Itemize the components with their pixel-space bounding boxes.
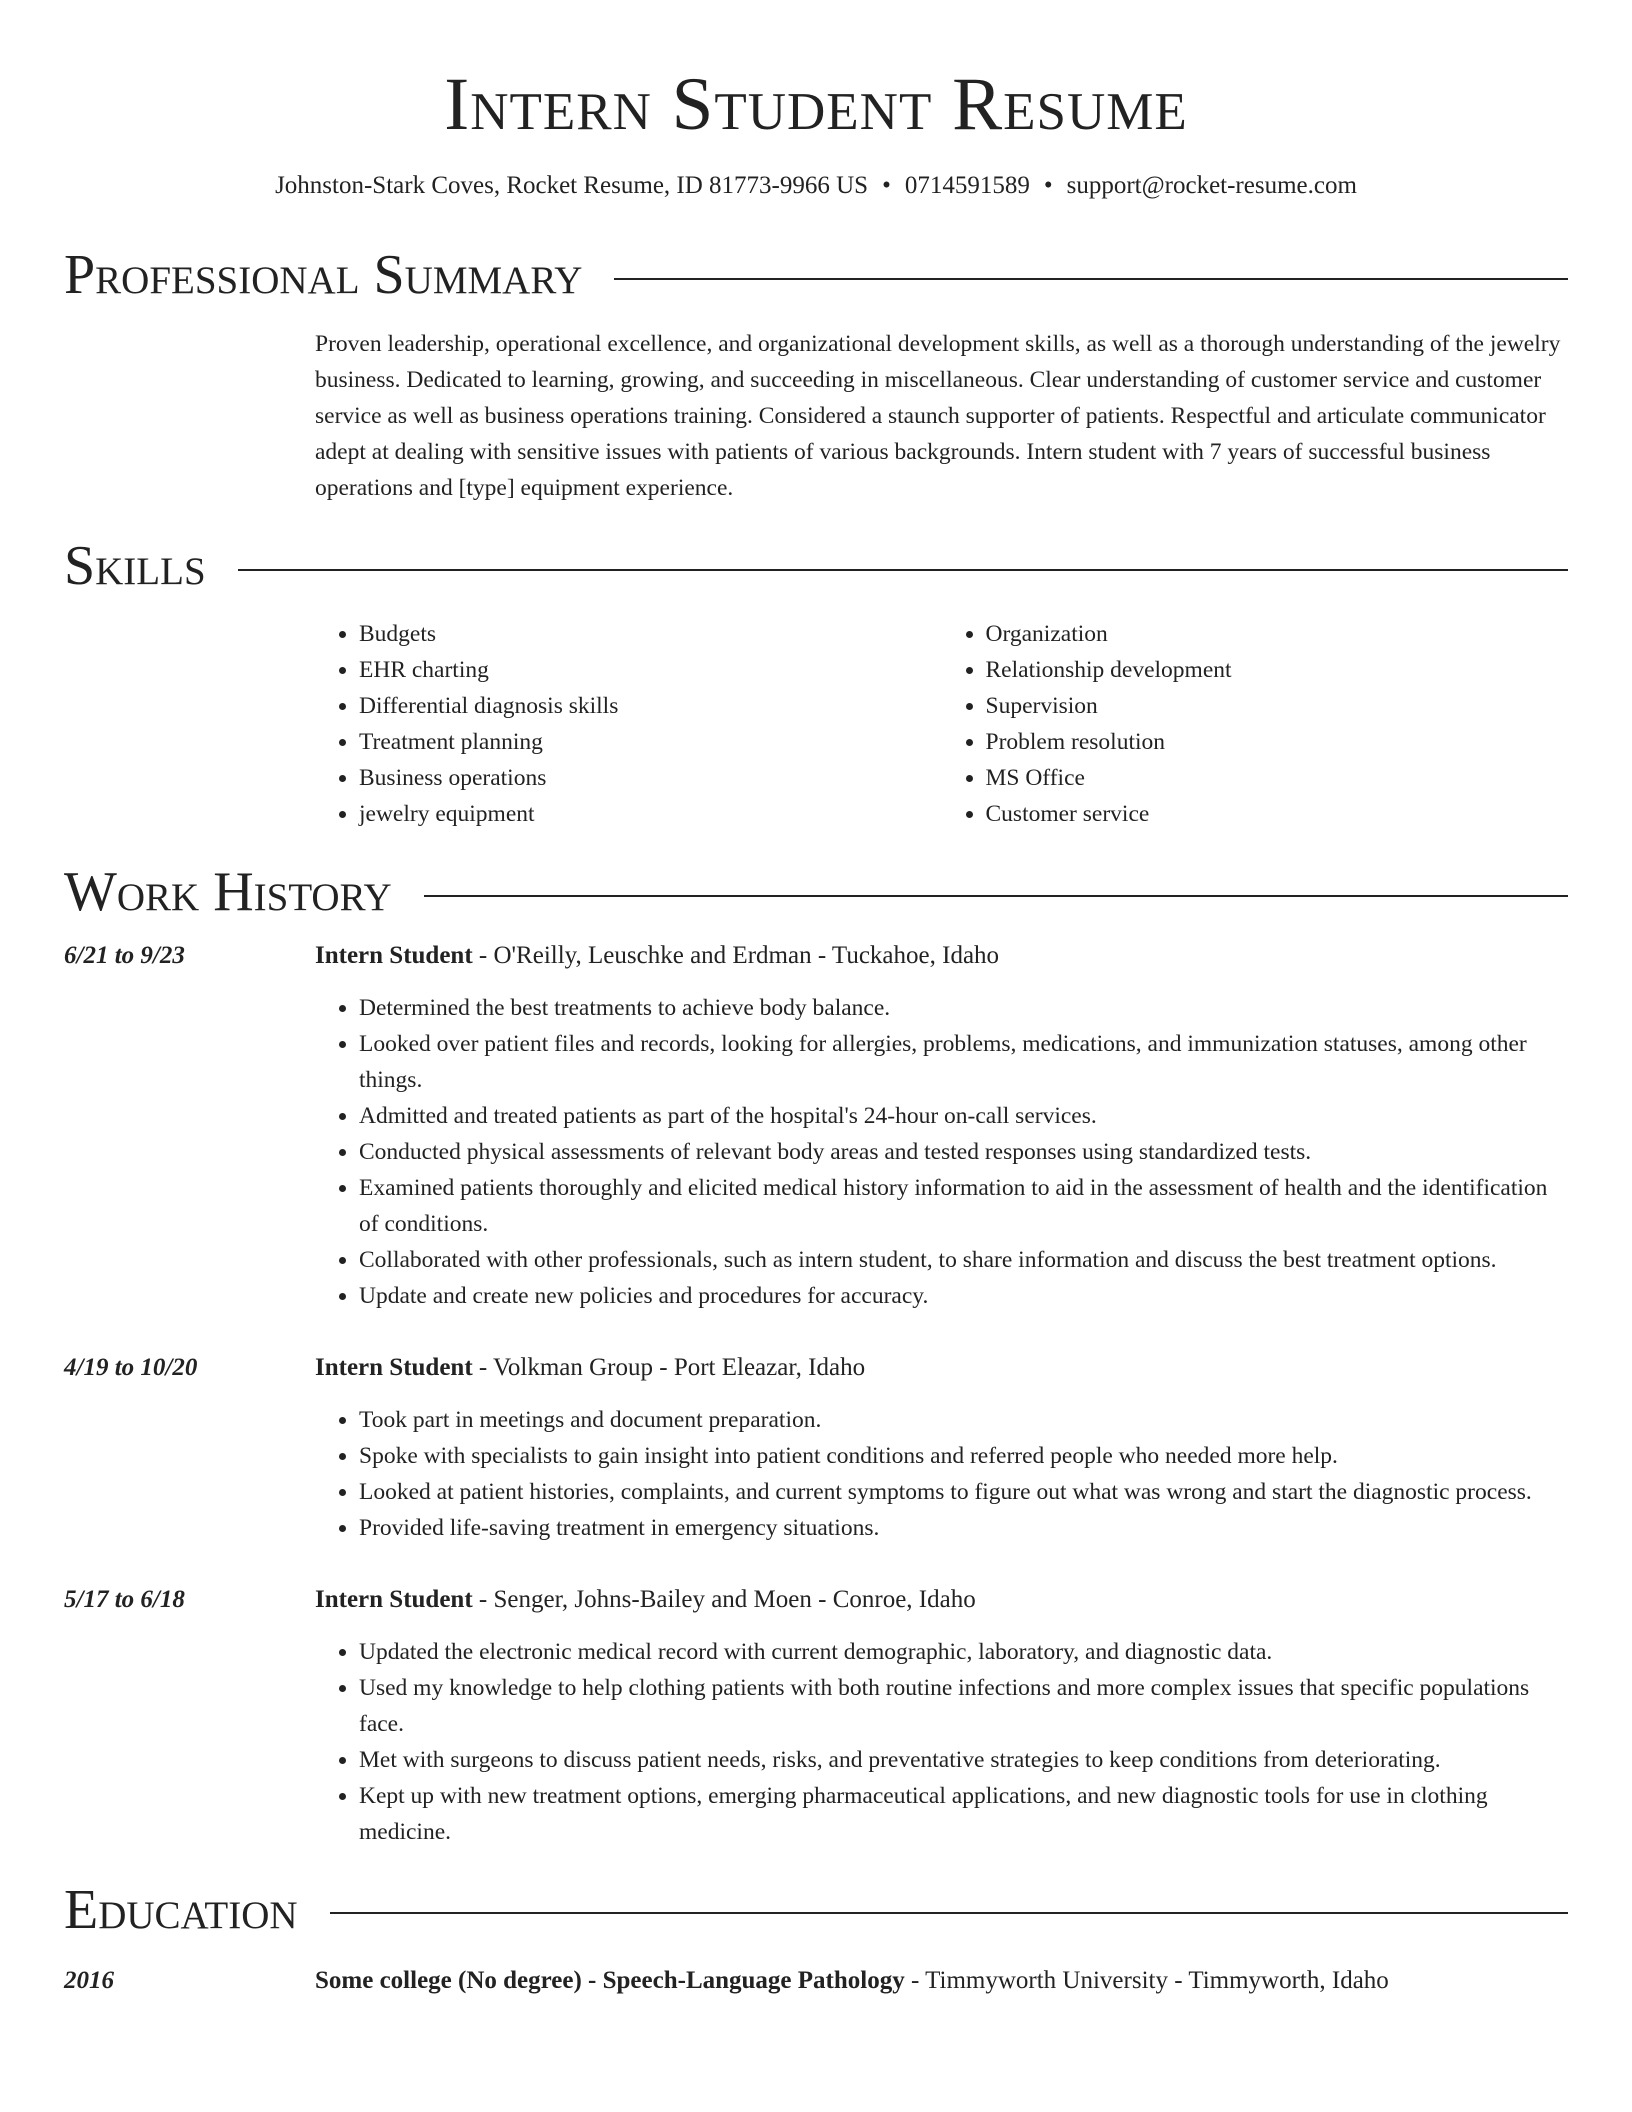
contact-address: Johnston-Stark Coves, Rocket Resume, ID 81773-9966 US — [275, 172, 869, 200]
job-company: - O'Reilly, Leuschke and Erdman - Tuckahoe, Idaho — [472, 941, 1000, 969]
skills-spacer — [64, 616, 315, 832]
job-entry — [64, 1350, 1568, 1546]
section-divider — [424, 895, 1568, 897]
section-divider — [238, 569, 1568, 571]
skill-item: • jewelry equipment — [359, 796, 942, 832]
summary-section — [64, 326, 1568, 506]
skill-item: • Treatment planning — [359, 724, 942, 760]
job-bullet: • Looked at patient histories, complaints, and current symptoms to figure out what was wrong and start the diagnostic process. — [359, 1474, 1568, 1510]
skill-item: • Differential diagnosis skills — [359, 688, 942, 724]
job-bullet: • Examined patients thoroughly and elicited medical history information to aid in the assessment of health and the identification of conditions. — [359, 1170, 1568, 1242]
skill-item: • EHR charting — [359, 652, 942, 688]
job-entry — [64, 1582, 1568, 1850]
job-dates: 4/19 to 10/20 — [64, 1353, 198, 1381]
skill-item: • Budgets — [359, 616, 942, 652]
summary-heading: Professional Summary — [64, 243, 583, 306]
contact-line — [64, 170, 1568, 203]
job-bullet: • Took part in meetings and document preparation. — [359, 1402, 1568, 1438]
job-role: Intern Student — [315, 1585, 473, 1613]
summary-spacer — [64, 326, 315, 506]
job-dates: 6/21 to 9/23 — [64, 941, 185, 969]
section-divider — [614, 278, 1568, 280]
skills-list-right — [942, 616, 1569, 832]
job-company: - Volkman Group - Port Eleazar, Idaho — [472, 1353, 866, 1381]
skill-item: • MS Office — [986, 760, 1569, 796]
job-company: - Senger, Johns-Bailey and Moen - Conroe, Idaho — [472, 1585, 976, 1613]
education-school: - Timmyworth University - Timmyworth, Idaho — [904, 1967, 1389, 1995]
job-bullet: • Provided life-saving treatment in emergency situations. — [359, 1510, 1568, 1546]
job-bullets — [315, 1402, 1568, 1546]
work-heading: Work History — [64, 860, 392, 923]
job-role: Intern Student — [315, 1353, 473, 1381]
job-bullet: • Met with surgeons to discuss patient needs, risks, and preventative strategies to keep conditions from deteriorating. — [359, 1742, 1568, 1778]
education-year: 2016 — [64, 1967, 114, 1995]
job-bullet: • Update and create new policies and procedures for accuracy. — [359, 1278, 1568, 1314]
job-bullet: • Conducted physical assessments of relevant body areas and tested responses using standardized tests. — [359, 1134, 1568, 1170]
contact-separator: • — [882, 172, 891, 200]
job-bullet: • Collaborated with other professionals, such as intern student, to share information and discuss the best treatment options. — [359, 1242, 1568, 1278]
job-bullets — [315, 990, 1568, 1314]
job-header — [315, 938, 1568, 974]
contact-separator: • — [1043, 172, 1053, 200]
job-bullet: • Updated the electronic medical record with current demographic, laboratory, and diagnostic data. — [359, 1634, 1568, 1670]
skills-list-left — [315, 616, 942, 832]
skill-item: • Customer service — [986, 796, 1569, 832]
education-heading: Education — [64, 1878, 298, 1941]
contact-phone: 0714591589 — [904, 172, 1030, 200]
education-section-header — [64, 1880, 1568, 1942]
resume-title: Intern Student Resume — [444, 63, 1188, 146]
summary-text: Proven leadership, operational excellence, and organizational development skills, as well as a thorough understanding of the jewelry business. Dedicated to learning, growing, and succeeding in miscellaneous. Clear understanding of customer service and customer service as well as business operations training. Considered a staunch supporter of patients. Respectful and articulate communicator adept at dealing with sensitive issues with patients of various backgrounds. Intern student with 7 years of successful business operations and [type] equipment experience. — [315, 331, 1561, 502]
skill-item: • Supervision — [986, 688, 1569, 724]
job-bullet: • Determined the best treatments to achieve body balance. — [359, 990, 1568, 1026]
work-section-header — [64, 862, 1568, 924]
job-entry — [64, 938, 1568, 1314]
skill-item: • Relationship development — [986, 652, 1569, 688]
skills-section-header — [64, 536, 1568, 598]
job-bullet: • Looked over patient files and records, looking for allergies, problems, medications, and immunization statuses, among other things. — [359, 1026, 1568, 1098]
skills-section — [64, 616, 1568, 832]
job-bullet: • Kept up with new treatment options, emerging pharmaceutical applications, and new diagnostic tools for use in clothing medicine. — [359, 1778, 1568, 1850]
education-entry — [64, 1963, 1568, 1999]
skill-item: • Business operations — [359, 760, 942, 796]
contact-email: support@rocket-resume.com — [1066, 172, 1357, 200]
job-bullets — [315, 1634, 1568, 1850]
skill-item: • Problem resolution — [986, 724, 1569, 760]
job-bullet: • Used my knowledge to help clothing patients with both routine infections and more complex issues that specific populations face. — [359, 1670, 1568, 1742]
job-bullet: • Spoke with specialists to gain insight into patient conditions and referred people who needed more help. — [359, 1438, 1568, 1474]
section-divider — [330, 1912, 1568, 1914]
skill-item: • Organization — [986, 616, 1569, 652]
job-role: Intern Student — [315, 941, 473, 969]
education-degree: Some college (No degree) - Speech-Language Pathology — [315, 1967, 905, 1995]
job-header — [315, 1582, 1568, 1618]
job-bullet: • Admitted and treated patients as part of the hospital's 24-hour on-call services. — [359, 1098, 1568, 1134]
skills-heading: Skills — [64, 535, 206, 598]
job-header — [315, 1350, 1568, 1386]
summary-section-header — [64, 245, 1568, 307]
job-dates: 5/17 to 6/18 — [64, 1585, 185, 1613]
